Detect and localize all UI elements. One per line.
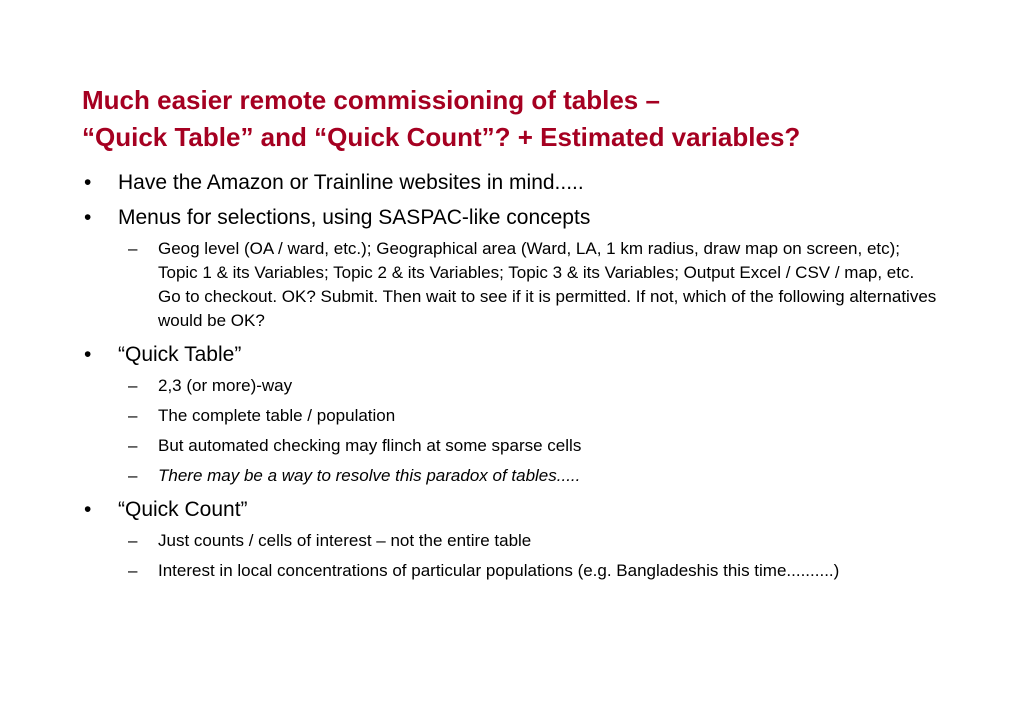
bullet-text: “Quick Count” xyxy=(118,498,248,521)
dash-marker: – xyxy=(128,466,138,485)
sub-item xyxy=(82,374,962,398)
sub-item xyxy=(82,404,962,428)
dash-marker: – xyxy=(128,239,138,258)
bullet-item xyxy=(82,497,962,523)
sub-item-text: Geog level (OA / ward, etc.); Geographical area (Ward, LA, 1 km radius, draw map on screen, etc); Topic 1 & its Variables; Topic 2 & its Variables; Topic 3 & its Variables; Output Excel / CSV / map, etc. Go to checkout. OK? Submit. Then wait to see if it is permitted. If not, which of the following alternatives would be OK? xyxy=(158,239,937,330)
bullet-marker: • xyxy=(84,343,92,366)
dash-marker: – xyxy=(128,376,138,395)
sub-item xyxy=(82,434,962,458)
dash-marker: – xyxy=(128,436,138,455)
dash-marker: – xyxy=(128,561,138,580)
sub-item-text: 2,3 (or more)-way xyxy=(158,376,293,395)
bullet-item xyxy=(82,342,962,368)
sub-item-text: Interest in local concentrations of particular populations (e.g. Bangladeshis this time..........) xyxy=(158,561,840,580)
bullet-text: Menus for selections, using SASPAC-like concepts xyxy=(118,206,591,229)
sub-item-text: Just counts / cells of interest – not the entire table xyxy=(158,531,532,550)
sub-item-text: There may be a way to resolve this paradox of tables..... xyxy=(158,466,581,485)
slide-title-line-1: Much easier remote commissioning of tables – xyxy=(82,85,660,115)
sub-item-text: The complete table / population xyxy=(158,406,396,425)
dash-marker: – xyxy=(128,406,138,425)
bullet-text: “Quick Table” xyxy=(118,343,242,366)
bullet-marker: • xyxy=(84,498,92,521)
bullet-marker: • xyxy=(84,171,92,194)
sub-item xyxy=(82,559,962,583)
sub-item-text: But automated checking may flinch at some sparse cells xyxy=(158,436,582,455)
sub-item xyxy=(82,237,962,333)
sub-item xyxy=(82,529,962,553)
bullet-item xyxy=(82,170,962,196)
bullet-list xyxy=(82,170,962,583)
sub-item xyxy=(82,464,962,488)
bullet-marker: • xyxy=(84,206,92,229)
dash-marker: – xyxy=(128,531,138,550)
bullet-text: Have the Amazon or Trainline websites in mind..... xyxy=(118,171,584,194)
slide-title xyxy=(82,82,982,156)
slide-title-line-2: “Quick Table” and “Quick Count”? + Estimated variables? xyxy=(82,122,801,152)
bullet-item xyxy=(82,205,962,231)
